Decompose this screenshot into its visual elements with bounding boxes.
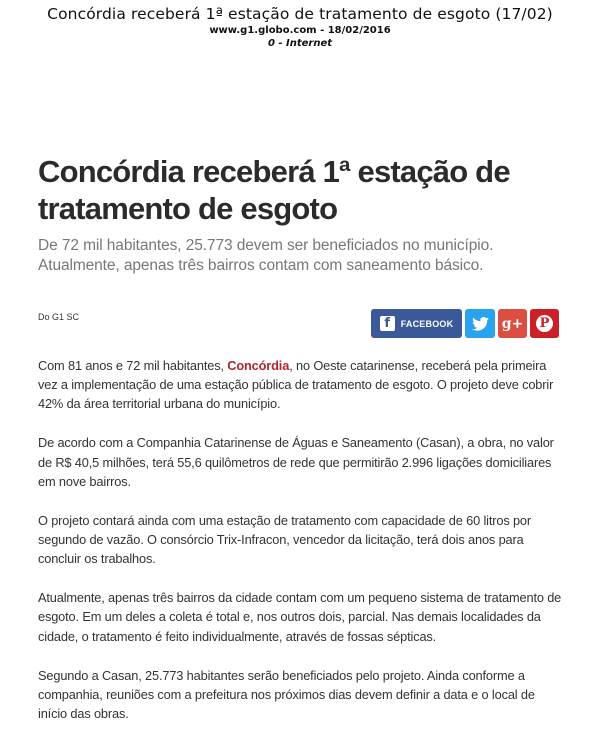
share-bar: [371, 309, 559, 338]
city-link[interactable]: Concórdia: [227, 358, 290, 373]
article-paragraph: [38, 356, 562, 414]
article-subtitle: De 72 mil habitantes, 25.773 devem ser beneficiados no município. Atualmente, apenas três bairros contam com saneamento básico.: [38, 237, 494, 274]
pinterest-icon: P: [536, 315, 553, 332]
facebook-share-label: FACEBOOK: [400, 318, 454, 329]
pinterest-share-button[interactable]: [530, 309, 559, 338]
article-byline: Do G1 SC: [38, 312, 80, 322]
paragraph-text: Com 81 anos e 72 mil habitantes,: [38, 358, 228, 373]
facebook-share-button[interactable]: [371, 309, 462, 338]
twitter-share-button[interactable]: [465, 309, 495, 338]
article-body: [38, 356, 562, 743]
clipping-source: www.g1.globo.com - 18/02/2016: [209, 25, 391, 36]
paragraph-text: , no Oeste catarinense, receberá pela primeira vez a implementação de uma estação pública de tratamento de esgoto. O projeto deve cobrir 42% da área territorial urbana do município.: [38, 358, 554, 412]
googleplus-share-button[interactable]: [498, 309, 527, 338]
facebook-icon: f: [380, 316, 395, 331]
article-paragraph: Segundo a Casan, 25.773 habitantes serão beneficiados pelo projeto. Ainda conforme a companhia, reuniões com a prefeitura nos próximos dias devem definir a data e o local de início das obras.: [38, 667, 535, 722]
googleplus-icon: g+: [501, 315, 524, 332]
clipping-header: [0, 4, 600, 50]
clipping-section: 0 - Internet: [267, 38, 333, 49]
article-paragraph: O projeto contará ainda com uma estação de tratamento com capacidade de 60 litros por segundo de vazão. O consórcio Trix-Infracon, vencedor da licitação, terá dois anos para concluir os trabalhos.: [38, 512, 532, 567]
article-paragraph: Atualmente, apenas três bairros da cidade contam com um pequeno sistema de tratamento de esgoto. Em um deles a coleta é total e, nos outros dois, parcial. Nas demais localidades da cidade, o tratamento é feito individualmente, através de fossas sépticas.: [38, 590, 562, 644]
article-paragraph: De acordo com a Companhia Catarinense de Águas e Saneamento (Casan), a obra, no valor de R$ 40,5 milhões, terá 55,6 quilômetros de rede que permitirão 2.996 ligações domiciliares em nove bairros.: [38, 435, 554, 489]
twitter-icon: [472, 317, 489, 331]
article-headline: Concórdia receberá 1ª estação de tratamento de esgoto: [38, 154, 510, 226]
clipping-title: Concórdia receberá 1ª estação de tratamento de esgoto (17/02): [47, 5, 553, 23]
